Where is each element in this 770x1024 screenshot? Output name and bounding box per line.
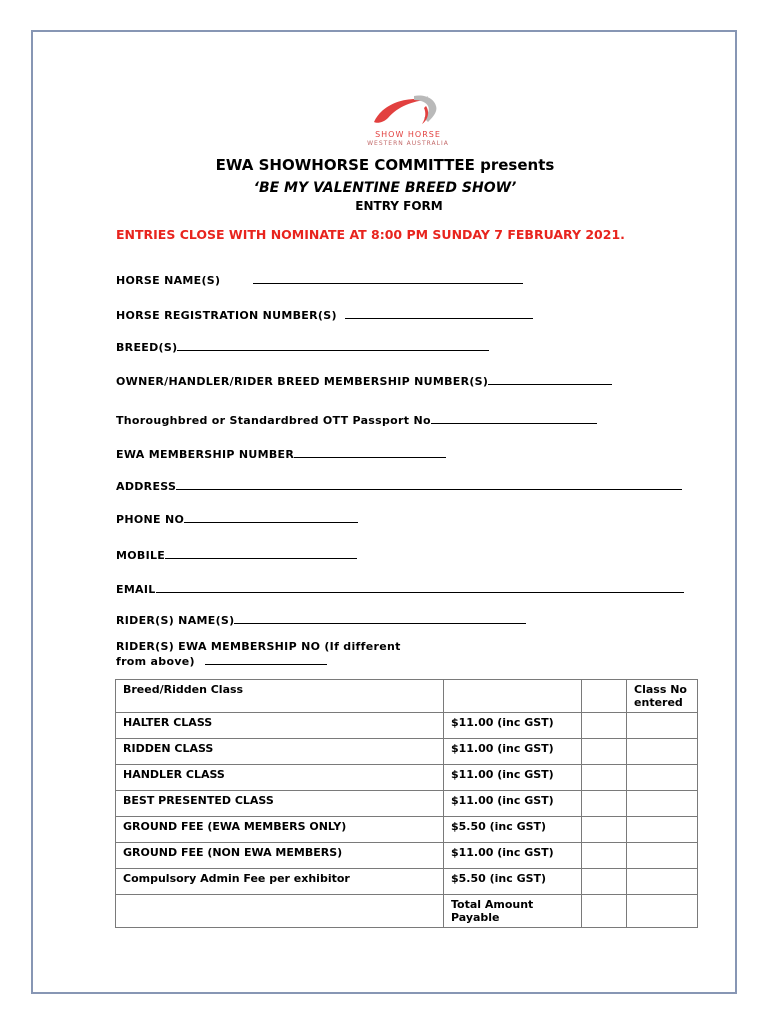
class-no-cell[interactable] xyxy=(627,843,698,869)
rider-ewa-row xyxy=(116,640,401,653)
rider-name-row xyxy=(116,613,526,627)
entry-cell[interactable] xyxy=(582,869,627,895)
address-label: ADDRESS xyxy=(116,480,177,493)
class-name: HANDLER CLASS xyxy=(116,765,444,791)
rider-name-field[interactable] xyxy=(234,613,526,624)
show-name: ‘BE MY VALENTINE BREED SHOW’ xyxy=(253,180,517,196)
table-row xyxy=(116,739,698,765)
horse-name-field[interactable] xyxy=(253,273,523,284)
mobile-field[interactable] xyxy=(165,548,357,559)
ewa-membership-field[interactable] xyxy=(294,447,446,458)
horse-name-label: HORSE NAME(S) xyxy=(116,274,221,287)
header-price xyxy=(443,680,581,713)
horse-reg-label: HORSE REGISTRATION NUMBER(S) xyxy=(116,309,337,322)
class-name: GROUND FEE (NON EWA MEMBERS) xyxy=(116,843,444,869)
header-class: Breed/Ridden Class xyxy=(116,680,444,713)
class-price: $11.00 (inc GST) xyxy=(443,739,581,765)
phone-row xyxy=(116,512,358,526)
class-no-cell[interactable] xyxy=(627,791,698,817)
membership-label: OWNER/HANDLER/RIDER BREED MEMBERSHIP NUMBER(S) xyxy=(116,375,489,388)
horse-reg-row xyxy=(116,308,533,322)
entry-cell[interactable] xyxy=(582,817,627,843)
breed-row xyxy=(116,340,489,354)
class-price: $11.00 (inc GST) xyxy=(443,765,581,791)
class-price: $5.50 (inc GST) xyxy=(443,817,581,843)
ewa-membership-label: EWA MEMBERSHIP NUMBER xyxy=(116,448,295,461)
horse-reg-field[interactable] xyxy=(345,308,533,319)
total-cell[interactable] xyxy=(582,895,627,928)
table-row xyxy=(116,817,698,843)
class-name: Compulsory Admin Fee per exhibitor xyxy=(116,869,444,895)
entry-cell[interactable] xyxy=(582,739,627,765)
membership-row xyxy=(116,374,612,388)
class-name: RIDDEN CLASS xyxy=(116,739,444,765)
rider-ewa-field[interactable] xyxy=(205,654,327,665)
class-price: $11.00 (inc GST) xyxy=(443,791,581,817)
address-field[interactable] xyxy=(176,479,682,490)
total-blank-2 xyxy=(627,895,698,928)
ewa-membership-row xyxy=(116,447,446,461)
fees-table xyxy=(115,679,698,928)
passport-row xyxy=(116,413,597,427)
rider-ewa-label: RIDER(S) EWA MEMBERSHIP NO (If different xyxy=(116,640,401,653)
horse-name-row xyxy=(116,273,523,287)
logo-text-western-australia: WESTERN AUSTRALIA xyxy=(367,140,449,147)
class-no-cell[interactable] xyxy=(627,817,698,843)
class-price: $11.00 (inc GST) xyxy=(443,843,581,869)
class-no-cell[interactable] xyxy=(627,869,698,895)
entry-cell[interactable] xyxy=(582,843,627,869)
class-no-cell[interactable] xyxy=(627,713,698,739)
membership-field[interactable] xyxy=(488,374,612,385)
passport-field[interactable] xyxy=(431,413,597,424)
class-name: HALTER CLASS xyxy=(116,713,444,739)
table-header-row xyxy=(116,680,698,713)
table-row xyxy=(116,791,698,817)
header-entered: Class No entered xyxy=(627,680,698,713)
total-label: Total Amount Payable xyxy=(443,895,581,928)
logo-text-show-horse: SHOW HORSE xyxy=(375,130,441,139)
entries-close-notice: ENTRIES CLOSE WITH NOMINATE AT 8:00 PM SUNDAY 7 FEBRUARY 2021. xyxy=(116,227,625,242)
entry-cell[interactable] xyxy=(582,713,627,739)
class-price: $11.00 (inc GST) xyxy=(443,713,581,739)
rider-ewa-row-2 xyxy=(116,654,327,668)
phone-field[interactable] xyxy=(184,512,358,523)
phone-label: PHONE NO xyxy=(116,513,185,526)
document-title: EWA SHOWHORSE COMMITTEE presents xyxy=(215,156,555,174)
table-row xyxy=(116,765,698,791)
class-name: BEST PRESENTED CLASS xyxy=(116,791,444,817)
table-total-row xyxy=(116,895,698,928)
rider-name-label: RIDER(S) NAME(S) xyxy=(116,614,235,627)
table-row xyxy=(116,869,698,895)
table-row xyxy=(116,713,698,739)
mobile-label: MOBILE xyxy=(116,549,166,562)
header-blank xyxy=(582,680,627,713)
class-name: GROUND FEE (EWA MEMBERS ONLY) xyxy=(116,817,444,843)
entry-form-label: ENTRY FORM xyxy=(355,199,443,213)
email-label: EMAIL xyxy=(116,583,156,596)
breed-label: BREED(S) xyxy=(116,341,178,354)
class-no-cell[interactable] xyxy=(627,765,698,791)
address-row xyxy=(116,479,682,493)
email-field[interactable] xyxy=(156,582,684,593)
class-no-cell[interactable] xyxy=(627,739,698,765)
entry-cell[interactable] xyxy=(582,791,627,817)
rider-ewa-label-2: from above) xyxy=(116,655,195,668)
table-row xyxy=(116,843,698,869)
passport-label: Thoroughbred or Standardbred OTT Passport No xyxy=(116,414,431,427)
email-row xyxy=(116,582,684,596)
total-blank xyxy=(116,895,444,928)
class-price: $5.50 (inc GST) xyxy=(443,869,581,895)
breed-field[interactable] xyxy=(177,340,489,351)
entry-cell[interactable] xyxy=(582,765,627,791)
mobile-row xyxy=(116,548,357,562)
